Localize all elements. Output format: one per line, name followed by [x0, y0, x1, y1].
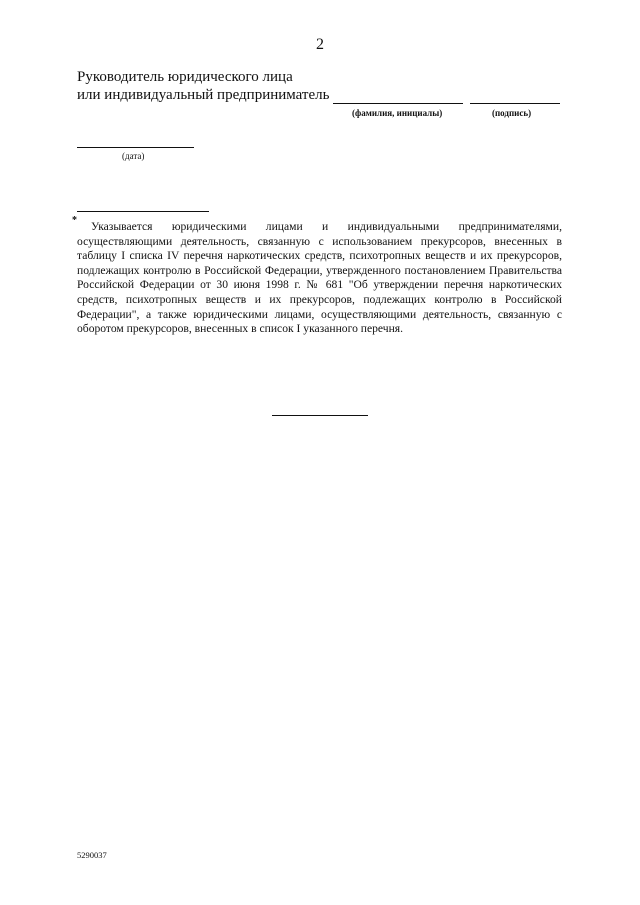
end-of-document-rule	[272, 415, 368, 416]
page-number: 2	[316, 36, 324, 53]
footnote-text: Указывается юридическими лицами и индивидуальными предпринимателями, осуществляющими деятельность, связанную с использованием прекурсоров, внесенных в таблицу I списка IV перечня наркотических средств, психотропных веществ и их прекурсоров, подлежащих контролю в Российской Федерации, утвержденного постановлением Правительства Российской Федерации от 30 июня 1998 г. № 681 "Об утверждении перечня наркотических средств, психотропных веществ и их прекурсоров, подлежащих контролю в Российской Федерации", а также юридическими лицами, осуществляющими деятельность, связанную с оборотом прекурсоров, внесенных в список I указанного перечня.	[77, 220, 562, 336]
name-caption: (фамилия, инициалы)	[352, 108, 443, 118]
date-caption: (дата)	[122, 151, 145, 161]
signature-line	[470, 103, 560, 104]
signer-title-line-2: или индивидуальный предприниматель	[77, 87, 330, 103]
signature-caption: (подпись)	[492, 108, 532, 118]
footnote-mark: *	[72, 215, 77, 226]
name-signature-line	[333, 103, 463, 104]
document-code: 5290037	[77, 850, 107, 860]
signer-block	[77, 68, 329, 104]
footnote-separator	[77, 211, 209, 212]
signer-title-line-1: Руководитель юридического лица	[77, 69, 293, 85]
date-line	[77, 147, 194, 148]
